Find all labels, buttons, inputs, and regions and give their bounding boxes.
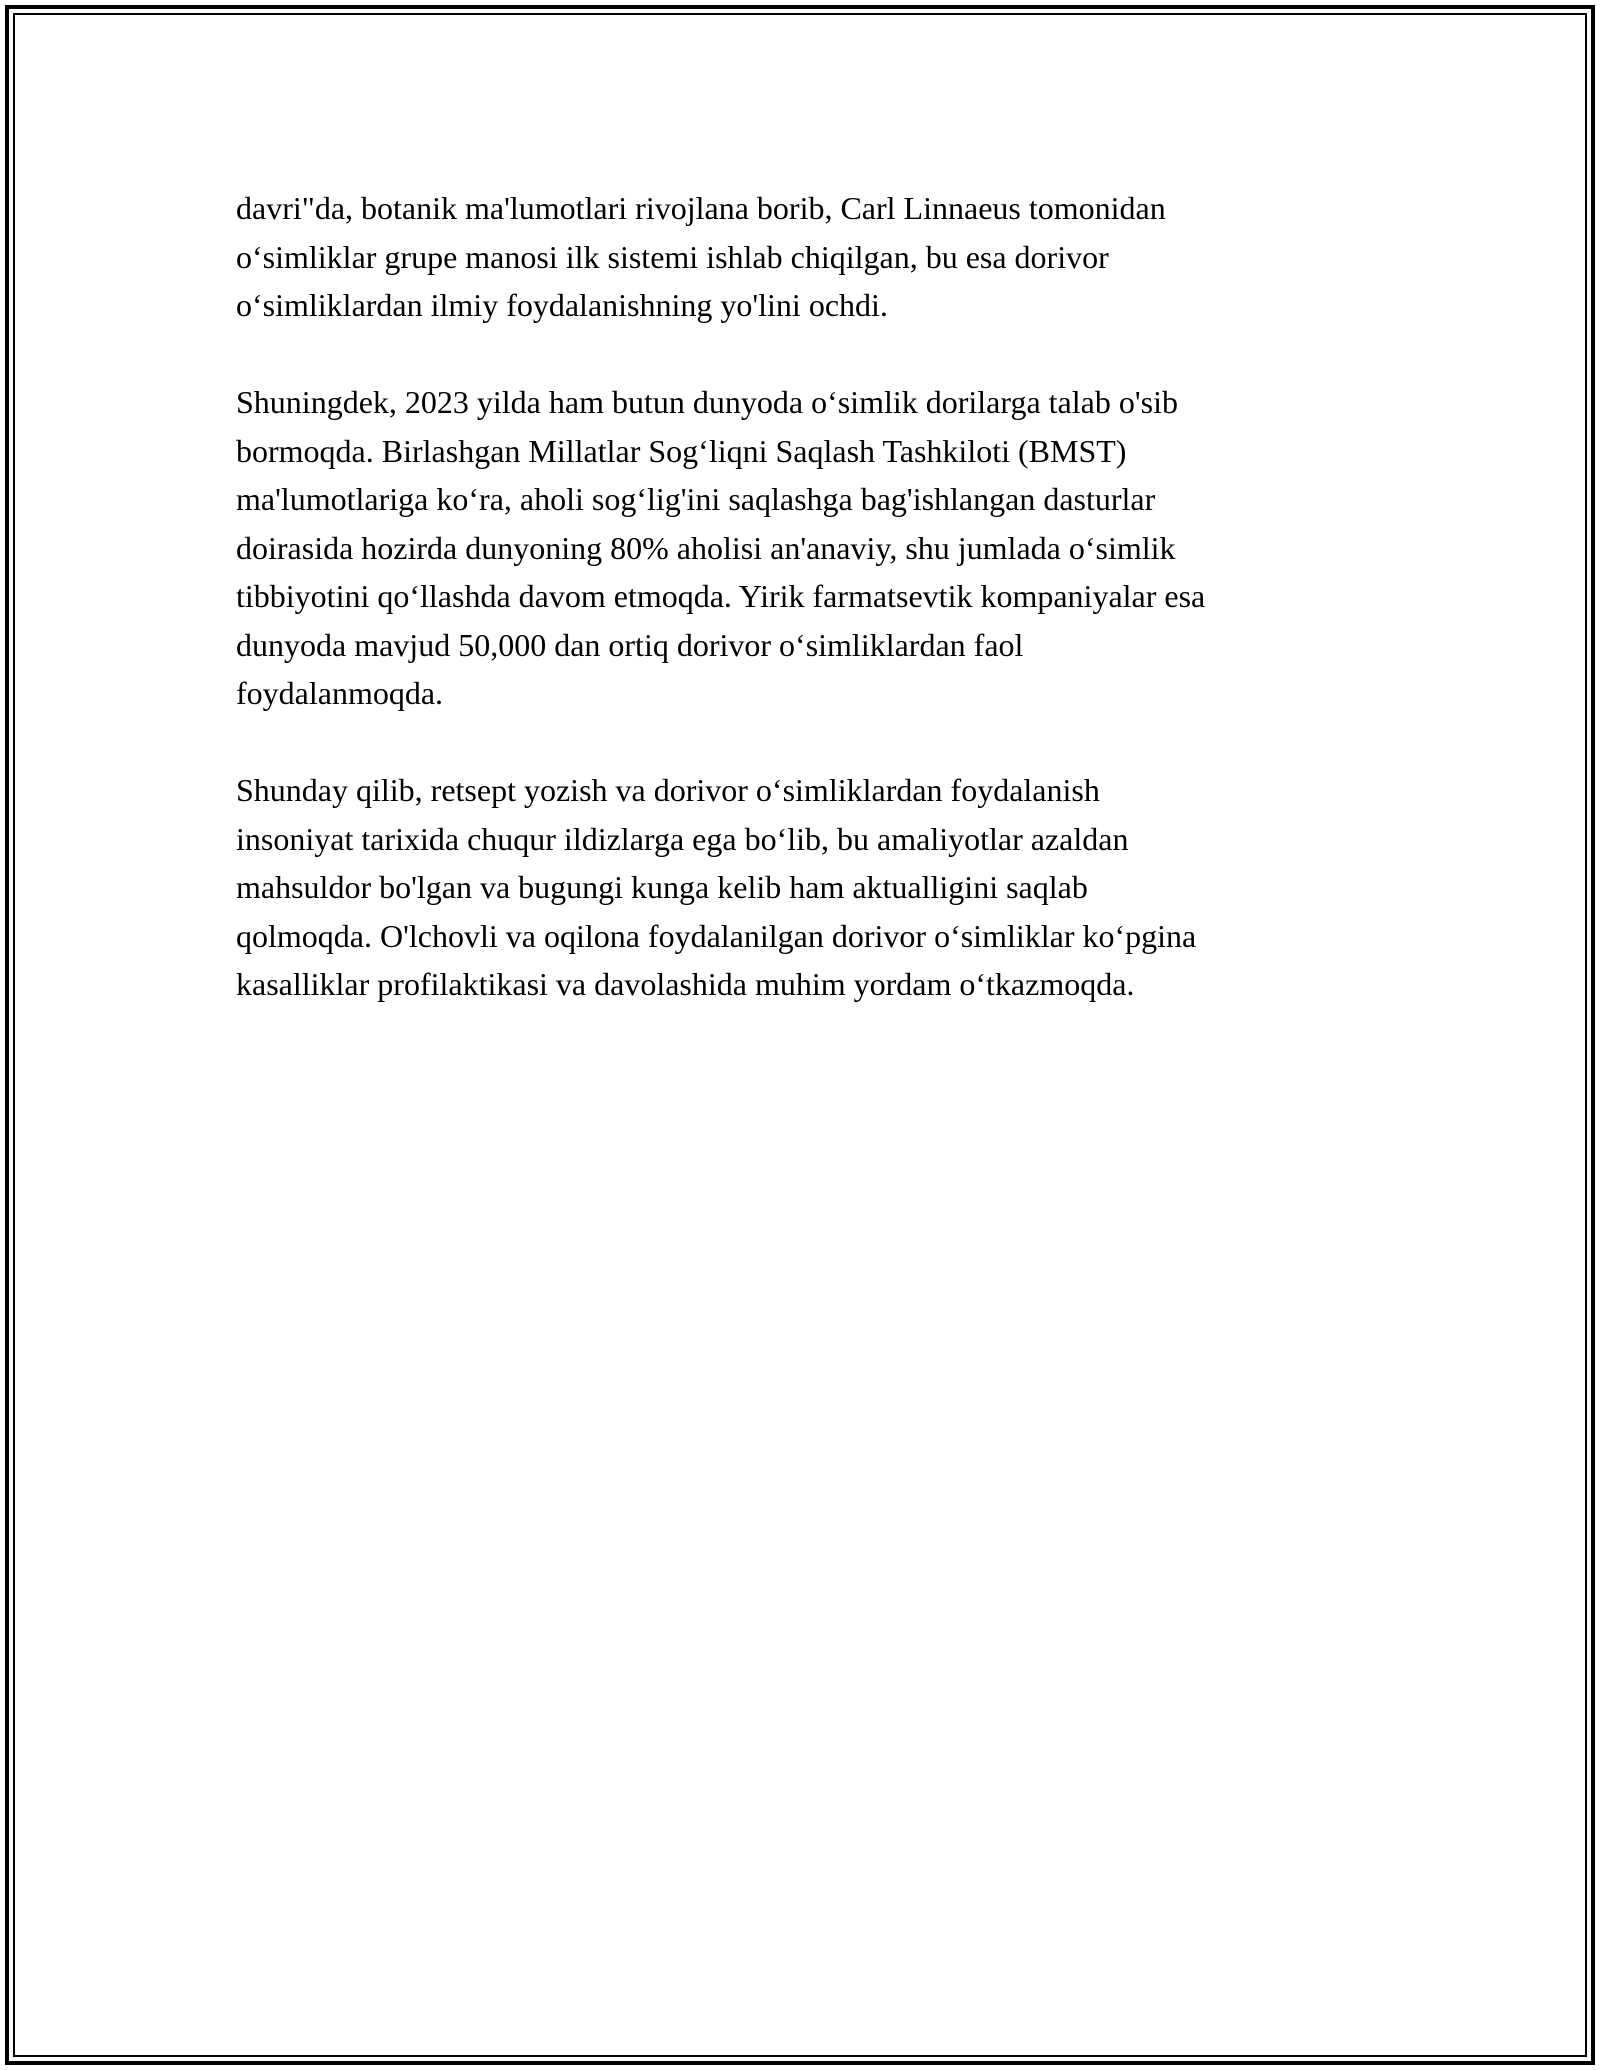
paragraph-2 [236,378,1376,718]
text-line: o‘simliklar grupe manosi ilk sistemi ishlab chiqilgan, bu esa dorivor [236,238,1109,275]
text-line: bormoqda. Birlashgan Millatlar Sog‘liqni Saqlash Tashkiloti (BMST) [236,432,1127,469]
text-line: foydalanmoqda. [236,675,444,711]
document-body [236,184,1376,1057]
paragraph-3 [236,766,1376,1009]
text-line: qolmoqda. O'lchovli va oqilona foydalanilgan dorivor o‘simliklar ko‘pgina [236,917,1197,954]
text-line: Shunday qilib, retsept yozish va dorivor o‘simliklardan foydalanish [236,772,1100,808]
text-line: kasalliklar profilaktikasi va davolashida muhim yordam o‘tkazmoqda. [236,966,1135,1002]
text-line: tibbiyotini qo‘llashda davom etmoqda. Yirik farmatsevtik kompaniyalar esa [236,578,1206,614]
text-line: Shuningdek, 2023 yilda ham butun dunyoda o‘simlik dorilarga talab o'sib [236,384,1178,420]
text-line: davri"da, botanik ma'lumotlari rivojlana borib, Carl Linnaeus tomonidan [236,190,1166,226]
text-line: mahsuldor bo'lgan va bugungi kunga kelib ham aktualligini saqlab [236,869,1088,905]
text-line: doirasida hozirda dunyoning 80% aholisi an'anaviy, shu jumlada o‘simlik [236,529,1176,566]
text-line: o‘simliklardan ilmiy foydalanishning yo'lini ochdi. [236,287,888,323]
text-line: ma'lumotlariga ko‘ra, aholi sog‘lig'ini saqlashga bag'ishlangan dasturlar [236,481,1156,517]
text-line: insoniyat tarixida chuqur ildizlarga ega bo‘lib, bu amaliyotlar azaldan [236,820,1129,857]
text-line: dunyoda mavjud 50,000 dan ortiq dorivor o‘simliklardan faol [236,626,1024,663]
paragraph-1 [236,184,1376,330]
